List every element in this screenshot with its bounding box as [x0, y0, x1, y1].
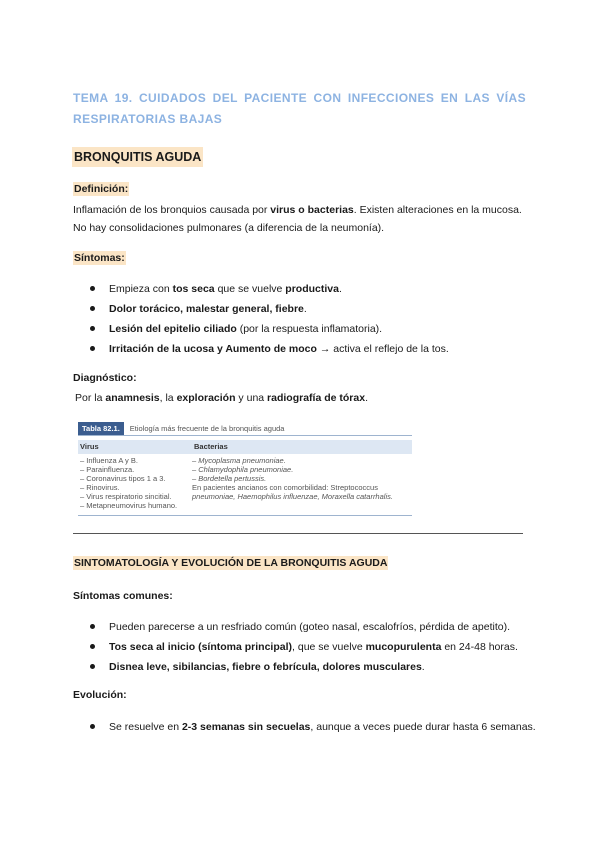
sintomas-label: Síntomas: [74, 252, 125, 264]
table-header [78, 422, 412, 436]
comunes-list [73, 620, 518, 680]
comunes-label: Síntomas comunes: [73, 590, 173, 602]
diagnostico-text: Por la anamnesis, la exploración y una radiografía de tórax. [75, 392, 368, 404]
evolucion-label: Evolución: [73, 689, 127, 701]
table-cell: – Bordetella pertussis. [192, 474, 267, 483]
column-virus: Virus [80, 442, 99, 451]
list-item: Lesión del epitelio ciliado (por la respuesta inflamatoria). [73, 322, 449, 342]
table-tag: Tabla 82.1. [78, 422, 124, 435]
table-bottom-rule [78, 515, 412, 516]
table-cell: – Parainfluenza. [80, 465, 135, 474]
table-cell: – Coronavirus tipos 1 a 3. [80, 474, 166, 483]
table-cell: – Metapneumovirus humano. [80, 501, 178, 510]
etiology-table [78, 422, 412, 516]
table-column-headers [78, 440, 412, 454]
table-cell: – Rinovirus. [80, 483, 120, 492]
bacterias-list [190, 456, 393, 510]
table-cell: – Mycoplasma pneumoniae. [192, 456, 286, 465]
list-item: Irritación de la ucosa y Aumento de moco → activa el reflejo de la tos. [73, 342, 449, 362]
table-body [78, 454, 412, 510]
list-item: Tos seca al inicio (síntoma principal), que se vuelve mucopurulenta en 24-48 horas. [73, 640, 518, 660]
table-cell: – Chlamydophila pneumoniae. [192, 465, 294, 474]
virus-list [78, 456, 190, 510]
list-item: Disnea leve, sibilancias, fiebre o febrícula, dolores musculares. [73, 660, 518, 680]
definicion-text: Inflamación de los bronquios causada por virus o bacterias. Existen alteraciones en la mucosa. No hay consolidaciones pulmonares (a diferencia de la neumonía). [73, 204, 522, 234]
section-heading-bronquitis: BRONQUITIS AGUDA [72, 150, 203, 164]
list-item: Pueden parecerse a un resfriado común (goteo nasal, escalofríos, pérdida de apetito). [73, 620, 518, 640]
section-heading-sintomatologia: SINTOMATOLOGÍA Y EVOLUCIÓN DE LA BRONQUITIS AGUDA [74, 557, 388, 569]
table-cell: En pacientes ancianos con comorbilidad: Streptococcus [192, 483, 378, 492]
evolucion-list [73, 720, 536, 740]
column-bacterias: Bacterias [194, 442, 228, 451]
table-caption: Etiología más frecuente de la bronquitis aguda [129, 424, 285, 433]
horizontal-divider [73, 533, 523, 534]
definicion-label: Definición: [74, 183, 129, 195]
table-cell: pneumoniae, Haemophilus influenzae, Moraxella catarrhalis. [192, 492, 393, 501]
list-item: Se resuelve en 2-3 semanas sin secuelas, aunque a veces puede durar hasta 6 semanas. [73, 720, 536, 740]
table-cell: – Influenza A y B. [80, 456, 138, 465]
page-title: TEMA 19. CUIDADOS DEL PACIENTE CON INFECCIONES EN LAS VÍAS RESPIRATORIAS BAJAS [73, 91, 526, 126]
diagnostico-label: Diagnóstico: [73, 372, 137, 384]
list-item: Empieza con tos seca que se vuelve productiva. [73, 282, 449, 302]
sintomas-list [73, 282, 449, 362]
table-cell: – Virus respiratorio sincitial. [80, 492, 172, 501]
list-item: Dolor torácico, malestar general, fiebre. [73, 302, 449, 322]
